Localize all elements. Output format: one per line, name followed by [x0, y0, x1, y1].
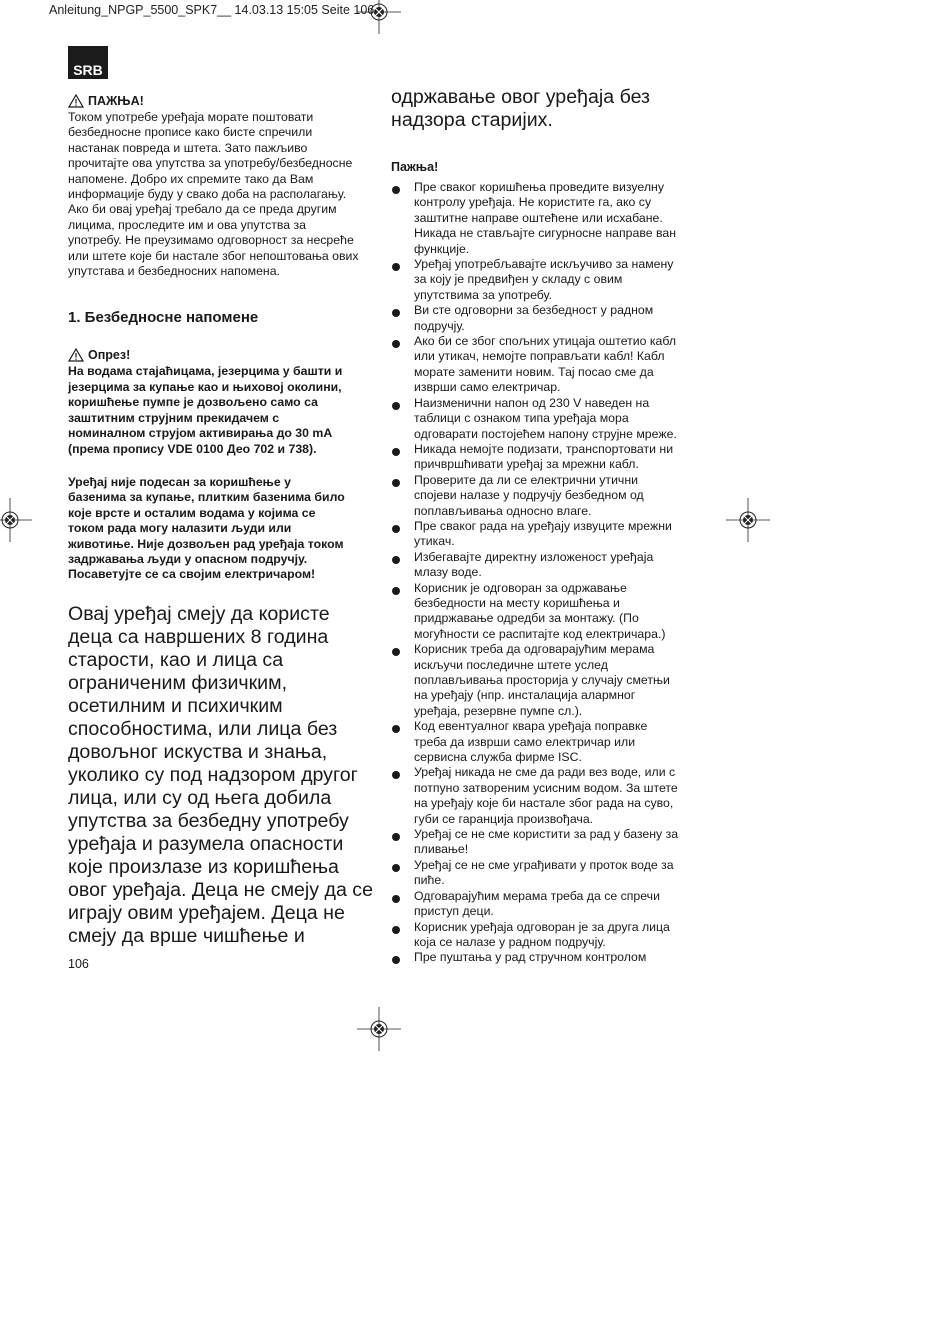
list-item-line: на уређају које би настале због рада на суво,	[414, 796, 674, 811]
list-item-line: заштитне направе оштећене или исхабане.	[414, 210, 663, 225]
list-item-line: поплављивања просторија у случају сметњи	[414, 673, 670, 687]
children-notice-line: уколико су под надзором другог	[68, 763, 358, 786]
warning-heading	[68, 94, 373, 108]
list-item	[391, 765, 696, 827]
list-item-line: пливање!	[414, 842, 469, 857]
warning-text-line: лицима, проследите им и ова упутства за	[68, 217, 306, 232]
warning-triangle-icon	[68, 94, 84, 108]
list-item-line: пиће.	[414, 873, 445, 888]
pool-warning-line: задржавања људи у опасном подручју.	[68, 551, 308, 566]
bullet-icon	[392, 479, 400, 487]
pool-warning-line: које врсте и осталим водама у којима се	[68, 505, 316, 520]
list-item-line: Уређај употребљавајте искључиво за намену	[414, 257, 674, 272]
caution-text-line: коришћење пумпе је дозвољено само са	[68, 395, 318, 410]
list-item-line: Избегавајте директну изложеност уређаја	[414, 549, 654, 564]
language-badge: SRB	[68, 46, 108, 79]
children-notice	[68, 603, 373, 948]
bullet-icon	[392, 648, 400, 656]
list-item-line: Корисник треба да одговарајућим мерама	[414, 642, 655, 657]
bullet-icon	[392, 309, 400, 317]
bullet-icon	[392, 833, 400, 841]
list-item-line: Уређај се не сме уграђивати у проток воде за	[414, 857, 674, 872]
list-item-line: приступ деци.	[414, 904, 494, 919]
warning-text-line: прочитајте ова упутства за употребу/безбедносне	[68, 156, 353, 171]
list-item-line: или утикач, немојте поправљати кабл! Кабл	[414, 349, 665, 364]
list-item-line: спојеви налазе у подручју безбедном од	[414, 488, 644, 503]
list-item-line: за коју је предвиђен у складу с овим	[414, 272, 623, 287]
children-notice-line: старости, као и лица са	[68, 648, 284, 671]
list-item-line: Ви сте одговорни за безбедност у радном	[414, 303, 654, 318]
bullet-icon	[392, 725, 400, 733]
registration-mark-icon	[726, 498, 770, 542]
bullet-icon	[392, 448, 400, 456]
children-notice-line: одржавање овог уређаја без	[391, 86, 651, 108]
list-item	[391, 303, 696, 334]
bullet-icon	[392, 864, 400, 872]
list-item-line: млазу воде.	[414, 565, 482, 580]
list-item-line: утикач.	[414, 534, 455, 549]
list-item-line: Код евентуалног квара уређаја поправке	[414, 719, 648, 734]
list-item-line: Корисник је одговоран за одржавање	[414, 580, 627, 595]
list-item	[391, 442, 696, 473]
pool-warning-line: животиње. Није дозвољен рад уређаја током	[68, 536, 344, 551]
list-item-line: треба да изврши само електричар или	[414, 734, 636, 749]
pool-warning-line: базенима за купање, плитким базенима било	[68, 490, 345, 505]
list-item-line: одговарати постојећем напону струјне мреже.	[414, 426, 677, 441]
caution-text	[68, 364, 373, 456]
list-item	[391, 396, 696, 442]
list-item-line: Уређај се не сме користити за рад у базену за	[414, 827, 679, 842]
list-item-line: Ако би се због спољних утицаја оштетио кабл	[414, 334, 677, 349]
list-item-line: безбедности на месту коришћења и	[414, 595, 620, 610]
list-item-line: причвршћивати уређај за мрежни кабл.	[414, 457, 639, 472]
list-item	[391, 642, 696, 719]
right-column	[391, 86, 696, 966]
list-item-line: могућности се распитајте код електричара.)	[414, 626, 666, 641]
bullet-icon	[392, 771, 400, 779]
list-item-line: контролу уређаја. Не користите га, ако су	[414, 195, 652, 210]
children-notice-continuation	[391, 86, 696, 132]
list-item-line: Пре пуштања у рад стручном контролом	[414, 950, 647, 965]
registration-mark-icon	[0, 498, 32, 542]
list-item-line: упутствима за употребу.	[414, 287, 552, 302]
children-notice-line: уређаја и разумела опасности	[68, 832, 344, 855]
list-item-line: Наизменични напон од 230 V наведен на	[414, 395, 650, 410]
pool-warning-line: Посаветујте се са својим електричаром!	[68, 567, 316, 582]
list-item-line: подручју.	[414, 318, 465, 333]
caution-text-line: (према пропису VDE 0100 Део 702 и 738).	[68, 441, 317, 456]
bullet-icon	[392, 956, 400, 964]
attention-title: Пажња!	[391, 160, 439, 174]
list-item-line: Пре сваког рада на уређају извуците мрежни	[414, 518, 672, 533]
list-item-line: потпуно затвореним усисним водом. За штете	[414, 780, 678, 795]
list-item-line: губи се гаранција произвођача.	[414, 811, 594, 826]
list-item-line: морате заменити новим. Тај посао сме да	[414, 364, 654, 379]
list-item-line: таблици с ознаком типа уређаја мора	[414, 411, 629, 426]
left-column	[68, 94, 373, 948]
children-notice-line: ограниченим физичким,	[68, 671, 288, 694]
children-notice-line: надзора старијих.	[391, 109, 553, 131]
registration-mark-icon	[357, 1007, 401, 1051]
warning-text-line: информације буду у свако доба на располагању.	[68, 187, 347, 202]
file-header: Anleitung_NPGP_5500_SPK7__ 14.03.13 15:05 Seite 106	[49, 3, 375, 17]
children-notice-line: Овај уређај смеју да користе	[68, 602, 330, 625]
list-item-line: Одговарајућим мерама треба да се спречи	[414, 888, 660, 903]
bullet-icon	[392, 895, 400, 903]
bullet-icon	[392, 340, 400, 348]
warning-text-line: напомене. Добро их спремите тако да Вам	[68, 171, 314, 186]
children-notice-line: лица, или су од њега добила	[68, 786, 332, 809]
list-item-line: Проверите да ли се електрични утични	[414, 472, 639, 487]
warning-text-line: Током употребе уређаја морате поштовати	[68, 110, 314, 124]
list-item	[391, 581, 696, 643]
caution-title: Опрез!	[88, 348, 131, 363]
bullet-icon	[392, 587, 400, 595]
caution-text-line: језерцима за купање као и њиховој околини,	[68, 379, 342, 394]
list-item-line: Никада не стављајте сигурносне направе ван	[414, 226, 677, 241]
list-item-line: Корисник уређаја одговоран је за друга лица	[414, 919, 670, 934]
children-notice-line: способностима, или лица без	[68, 717, 338, 740]
page-number: 106	[68, 957, 89, 971]
warning-text-line: или штете које би настале због непоштовања ових	[68, 248, 359, 263]
bullet-icon	[392, 926, 400, 934]
children-notice-line: осетилним и психичким	[68, 694, 283, 717]
list-item	[391, 473, 696, 519]
list-item-line: поплављивања односно влаге.	[414, 503, 592, 518]
children-notice-line: које произлазе из коришћења	[68, 855, 339, 878]
list-item	[391, 950, 696, 965]
list-item	[391, 858, 696, 889]
bullet-icon	[392, 186, 400, 194]
list-item-line: уређаја, резервне пумпе сл.).	[414, 703, 583, 718]
caution-heading	[68, 348, 373, 362]
safety-bullet-list	[391, 180, 696, 966]
pool-warning-line: Уређај није подесан за коришћење у	[68, 474, 291, 489]
list-item-line: Уређај никада не сме да ради вез воде, или с	[414, 765, 676, 780]
list-item-line: Пре сваког коришћења проведите визуелну	[414, 180, 664, 194]
registration-mark-icon	[357, 0, 401, 34]
bullet-icon	[392, 525, 400, 533]
caution-text-line: На водама стајаћицама, језерцима у башти и	[68, 364, 343, 379]
bullet-icon	[392, 402, 400, 410]
pool-warning-text	[68, 475, 373, 583]
list-item-line: сервисна служба фирме ISC.	[414, 750, 582, 765]
list-item	[391, 719, 696, 765]
list-item	[391, 334, 696, 396]
children-notice-line: деца са навршених 8 година	[68, 625, 329, 648]
list-item-line: која се налазе у радном подручју.	[414, 934, 606, 949]
children-notice-line: смеју да врше чишћење и	[68, 924, 305, 947]
list-item	[391, 889, 696, 920]
children-notice-line: упутства за безбедну употребу	[68, 809, 349, 832]
list-item-line: искључи последичне штете услед	[414, 657, 608, 672]
list-item	[391, 257, 696, 303]
warning-text-line: упутстава и безбедносних напомена.	[68, 264, 280, 279]
warning-text-line: настанак повреда и штета. Зато пажљиво	[68, 140, 308, 155]
bullet-icon	[392, 556, 400, 564]
list-item	[391, 550, 696, 581]
children-notice-line: играју овим уређајем. Деца не	[68, 901, 345, 924]
list-item-line: функције.	[414, 241, 470, 256]
children-notice-line: довољног искуства и знања,	[68, 740, 328, 763]
list-item	[391, 827, 696, 858]
list-item-line: придржавање одредби за монтажу. (По	[414, 611, 639, 626]
warning-text-line: Ако би овај уређај требало да се преда другим	[68, 202, 337, 217]
list-item	[391, 180, 696, 257]
caution-text-line: номиналном струјом активирања до 30 mA	[68, 426, 333, 441]
warning-triangle-icon	[68, 348, 84, 362]
list-item-line: изврши само електричар.	[414, 380, 561, 395]
bullet-icon	[392, 263, 400, 271]
list-item	[391, 920, 696, 951]
warning-title: ПАЖЊА!	[88, 94, 144, 108]
warning-text-line: употребу. Не преузимамо одговорност за несреће	[68, 233, 354, 248]
list-item	[391, 519, 696, 550]
section-title: 1. Безбедносне напомене	[68, 309, 259, 327]
children-notice-line: овог уређаја. Деца не смеју да се	[68, 878, 373, 901]
list-item-line: на уређају (нпр. инсталација алармног	[414, 688, 636, 703]
pool-warning-line: током рада могу налазити људи или	[68, 521, 292, 536]
warning-text	[68, 110, 373, 279]
list-item-line: Никада немојте подизати, транспортовати ни	[414, 441, 674, 456]
warning-text-line: безбедносне прописе како бисте спречили	[68, 125, 313, 140]
caution-text-line: заштитним струјним прекидачем с	[68, 410, 280, 425]
